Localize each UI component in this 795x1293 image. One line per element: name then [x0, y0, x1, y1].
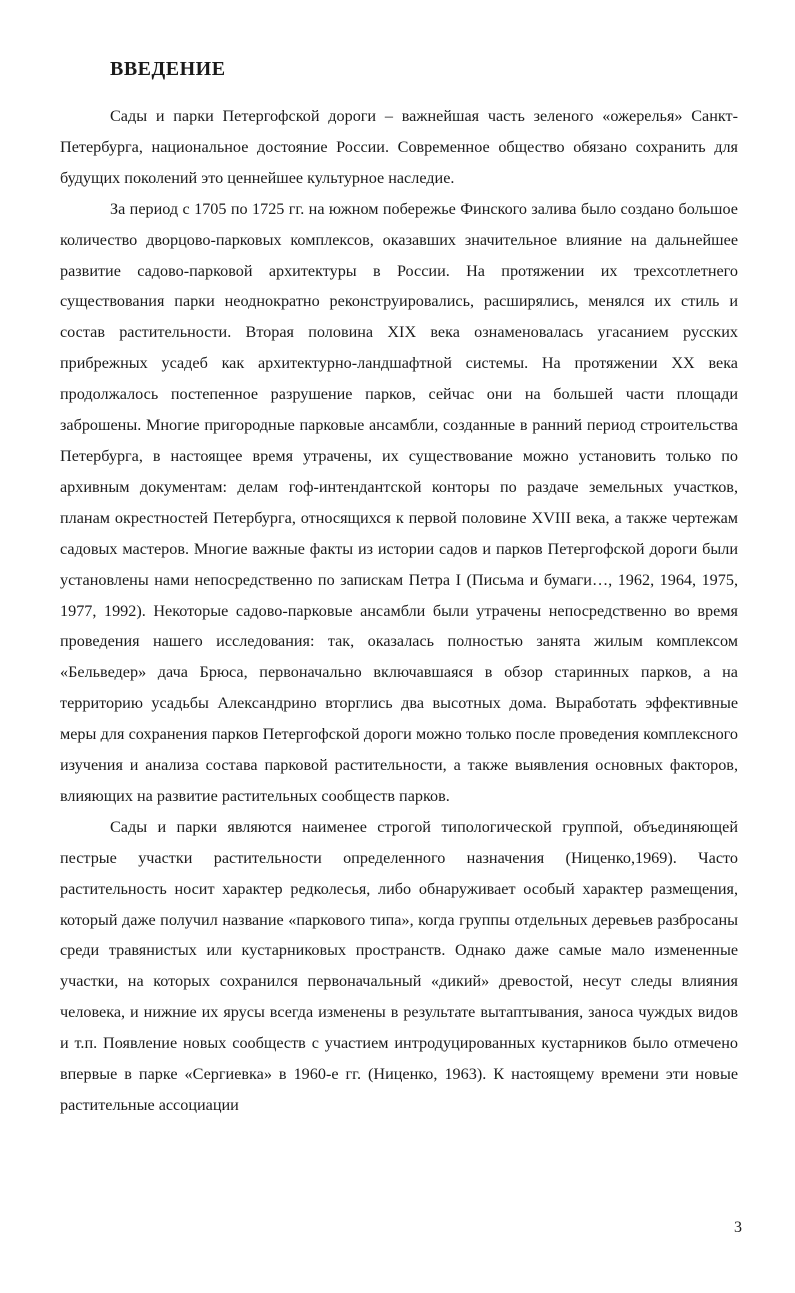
paragraph-typology: Сады и парки являются наименее строгой типологической группой, объединяющей пестрые участки растительности определенного назначения (Ниценко,1969). Часто растительность носит характер редколесья, либо обнаруживает особый характер размещения, который даже получил название «паркового типа», когда группы отдельных деревьев разбросаны среди травянистых или кустарниковых пространств. Однако даже самые мало измененные участки, на которых сохранился первоначальный «дикий» древостой, несут следы влияния человека, и нижние их ярусы всегда изменены в результате вытаптывания, заноса чуждых видов и т.п. Появление новых сообществ с участием интродуцированных кустарников было отмечено впервые в парке «Сергиевка» в 1960-е гг. (Ниценко, 1963). К настоящему времени эти новые растительные ассоциации [60, 817, 738, 1114]
section-heading: ВВЕДЕНИЕ [110, 58, 226, 80]
paragraph-history: За период с 1705 по 1725 гг. на южном побережье Финского залива было создано большое количество дворцово-парковых комплексов, оказавших значительное влияние на дальнейшее развитие садово-парковой архитектуры в России. На протяжении их трехсотлетнего существования парки неоднократно реконструировались, расширялись, менялся их стиль и состав растительности. Вторая половина XIX века ознаменовалась угасанием русских прибрежных усадеб как архитектурно-ландшафтной системы. На протяжении XX века продолжалось постепенное разрушение парков, сейчас они на большей части площади заброшены. Многие пригородные парковые ансамбли, созданные в ранний период строительства Петербурга, в настоящее время утрачены, их существование можно установить только по архивным документам: делам гоф-интендантской конторы по раздаче земельных участков, планам окрестностей Петербурга, относящихся к первой половине XVIII века, а также чертежам садовых мастеров. Многие важные факты из истории садов и парков Петергофской дороги были установлены нами непосредственно по запискам Петра I (Письма и бумаги…, 1962, 1964, 1975, 1977, 1992). Некоторые садово-парковые ансамбли были утрачены непосредственно во время проведения нашего исследования: так, оказалась полностью занята жилым комплексом «Бельведер» дача Брюса, первоначально включавшаяся в обзор старинных парков, а на территорию усадьбы Александрино вторглись два высотных дома. Выработать эффективные меры для сохранения парков Петергофской дороги можно только после проведения комплексного изучения и анализа состава парковой растительности, а также выявления основных факторов, влияющих на развитие растительных сообществ парков. [60, 199, 738, 805]
body-text [60, 101, 738, 1121]
paragraph-intro: Сады и парки Петергофской дороги – важнейшая часть зеленого «ожерелья» Санкт-Петербурга, национальное достояние России. Современное общество обязано сохранить для будущих поколений это ценнейшее культурное наследие. [60, 107, 738, 187]
page-number: 3 [734, 1219, 742, 1236]
